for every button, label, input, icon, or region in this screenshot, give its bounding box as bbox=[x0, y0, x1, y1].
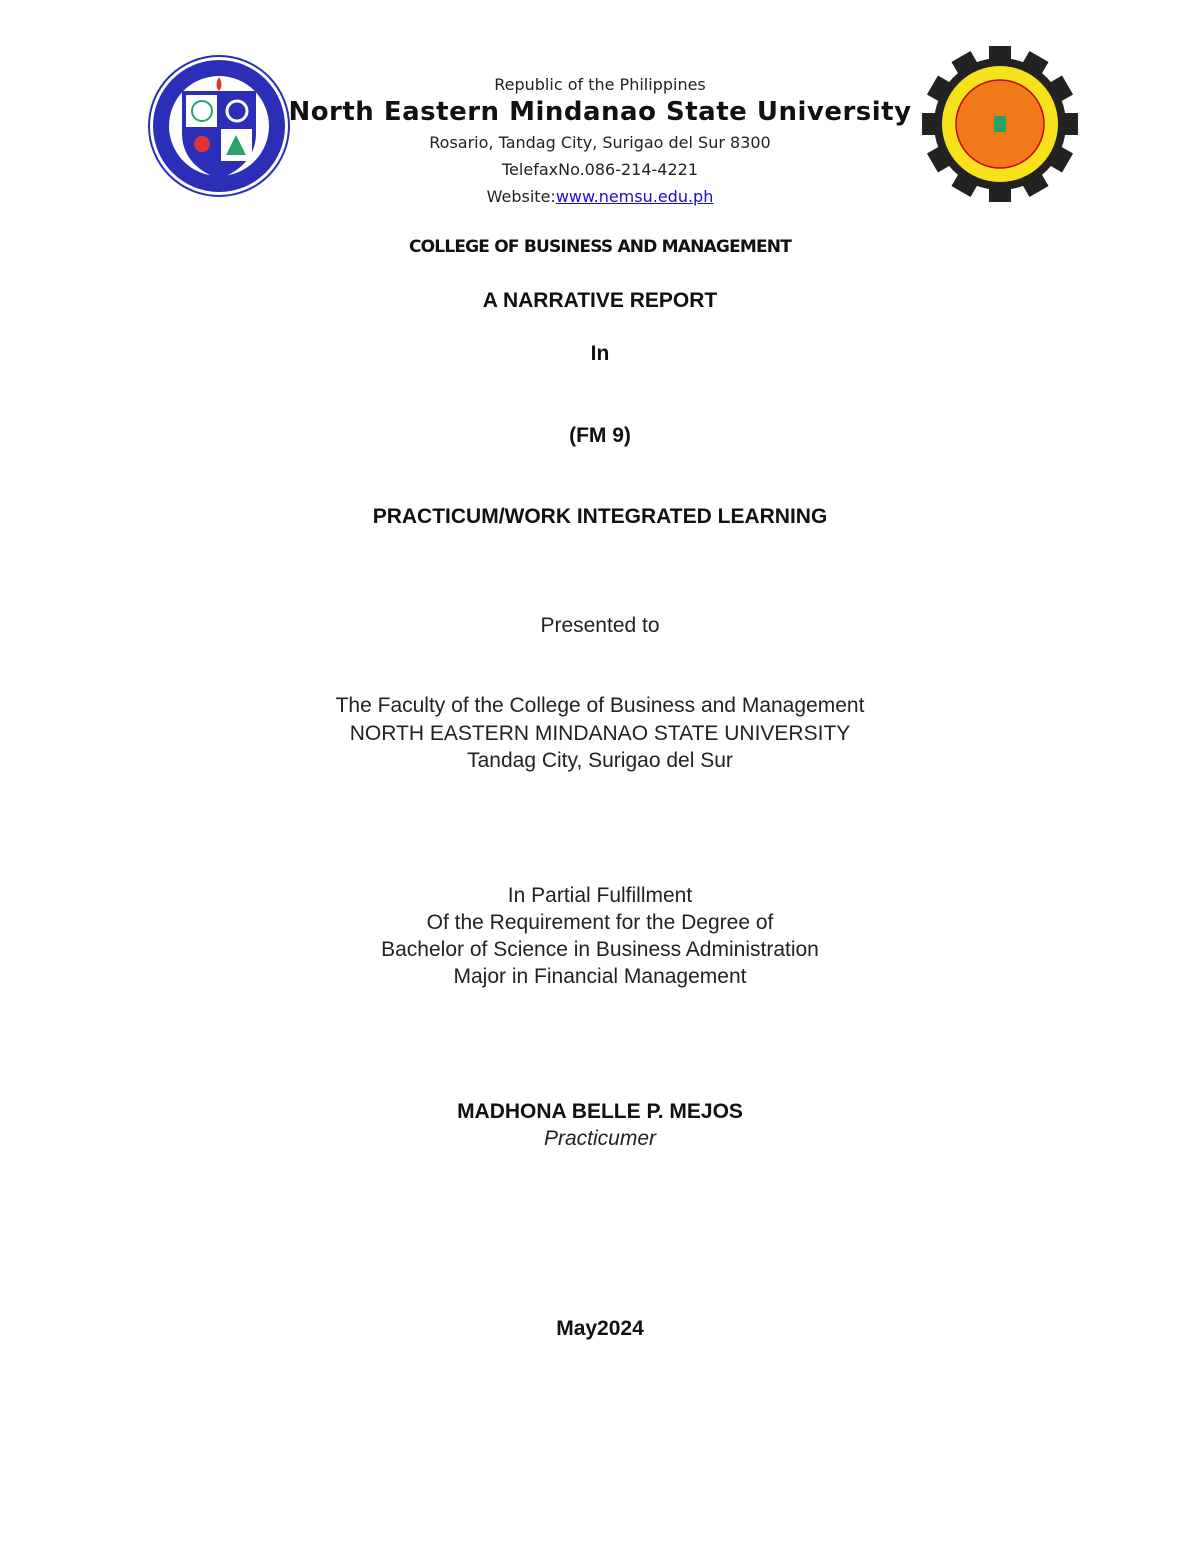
presented-line: Tandag City, Surigao del Sur bbox=[467, 749, 733, 772]
republic-line: Republic of the Philippines bbox=[494, 75, 706, 94]
fulfillment-line: Of the Requirement for the Degree of bbox=[426, 911, 774, 934]
telefax-line: TelefaxNo.086-214-4221 bbox=[502, 160, 698, 179]
author-role: Practicumer bbox=[543, 1127, 657, 1150]
fulfillment-line: Major in Financial Management bbox=[453, 965, 747, 988]
report-title: A NARRATIVE REPORT bbox=[482, 289, 718, 312]
university-name: North Eastern Mindanao State University bbox=[288, 97, 912, 127]
course-code: (FM 9) bbox=[569, 424, 631, 447]
presented-line: NORTH EASTERN MINDANAO STATE UNIVERSITY bbox=[349, 722, 851, 745]
website-link[interactable]: www.nemsu.edu.ph bbox=[555, 187, 714, 206]
author-name: MADHONA BELLE P. MEJOS bbox=[457, 1100, 743, 1123]
subject-title: PRACTICUM/WORK INTEGRATED LEARNING bbox=[372, 505, 828, 528]
fulfillment-line: In Partial Fulfillment bbox=[507, 884, 693, 907]
presented-to: Presented to bbox=[540, 614, 660, 637]
website-label: Website: bbox=[486, 187, 556, 206]
website-line bbox=[0, 189, 1200, 205]
college-name: COLLEGE OF BUSINESS AND MANAGEMENT bbox=[408, 237, 792, 257]
report-in: In bbox=[590, 342, 610, 365]
address-line: Rosario, Tandag City, Surigao del Sur 8300 bbox=[429, 133, 771, 152]
fulfillment-line: Bachelor of Science in Business Administration bbox=[381, 938, 819, 961]
report-date: May2024 bbox=[556, 1317, 644, 1340]
presented-line: The Faculty of the College of Business and Management bbox=[335, 694, 865, 717]
